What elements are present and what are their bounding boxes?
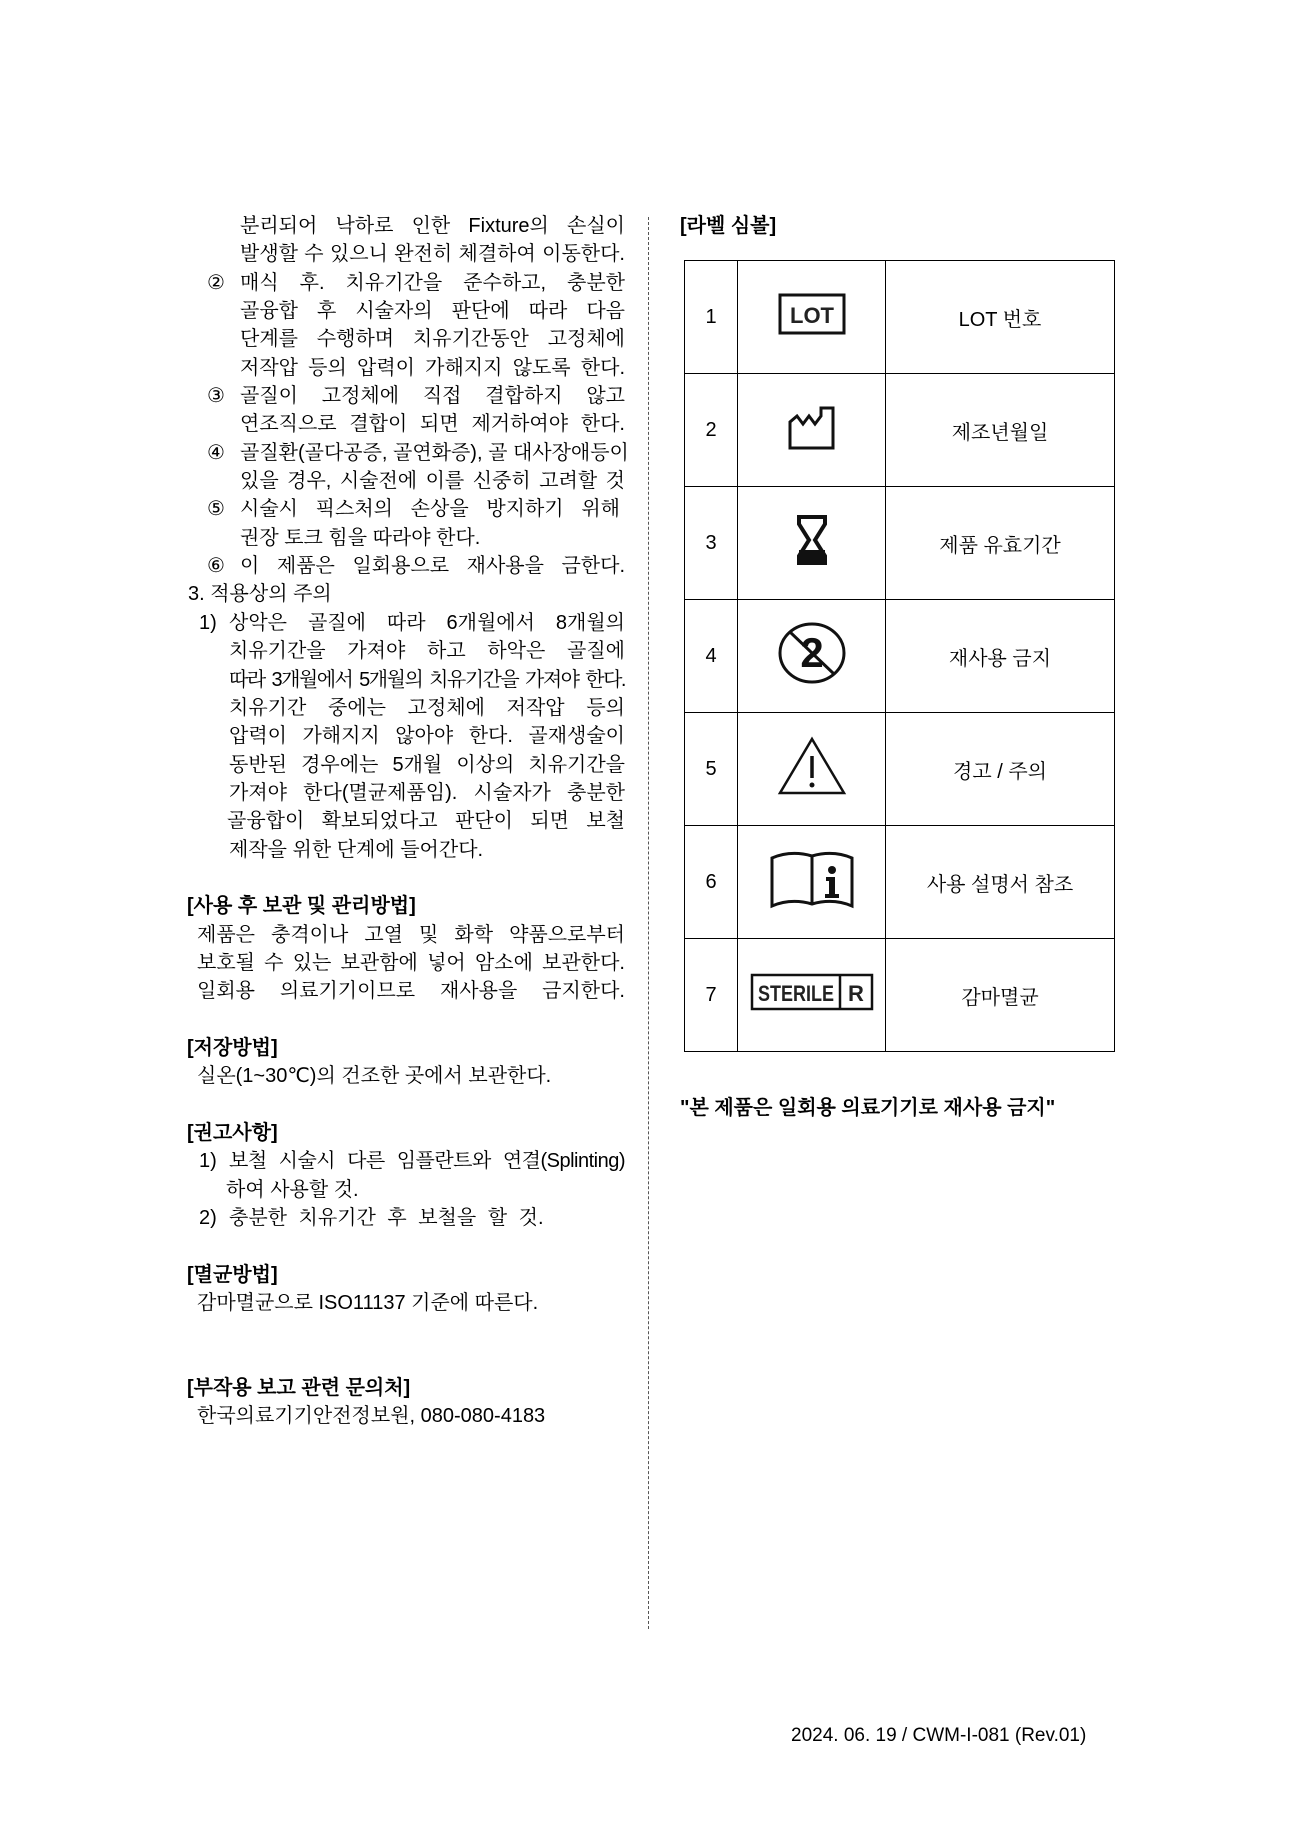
item-number: ⑥ — [207, 555, 225, 578]
list-item-2 — [0, 1204, 640, 1232]
section-heading: [저장방법] — [187, 1036, 278, 1059]
list-item-5 — [0, 495, 640, 523]
column-divider — [648, 217, 649, 1629]
section-heading: [권고사항] — [187, 1122, 278, 1144]
symbol-label: 제품 유효기간 — [886, 487, 1115, 600]
table-row — [685, 826, 1115, 939]
text-line: 시술시 픽스처의 손상을 방지하기 위해 — [240, 498, 620, 521]
text-line: 보호될 수 있는 보관함에 넣어 암소에 보관한다. — [197, 951, 625, 974]
table-row — [685, 939, 1115, 1052]
text-line: 분리되어 낙하로 인한 Fixture의 손실이 — [240, 215, 625, 237]
svg-text:LOT: LOT — [789, 303, 834, 328]
svg-text:2: 2 — [799, 629, 824, 676]
list-item-6 — [0, 552, 640, 580]
section-heading: [사용 후 보관 및 관리방법] — [187, 895, 416, 918]
text-line: 보철 시술시 다른 임플란트와 연결(Splinting) — [229, 1150, 625, 1173]
row-number: 7 — [685, 939, 738, 1052]
text-line: 매식 후. 치유기간을 준수하고, 충분한 — [240, 271, 625, 294]
symbol-label: LOT 번호 — [886, 261, 1115, 374]
text-line: 제작을 위한 단계에 들어간다. — [229, 838, 484, 861]
text-line: 실온(1~30℃)의 건조한 곳에서 보관한다. — [197, 1065, 552, 1088]
document-footer: 2024. 06. 19 / CWM-I-081 (Rev.01) — [791, 1725, 1087, 1746]
text-line: 감마멸균으로 ISO11137 기준에 따른다. — [197, 1292, 539, 1315]
factory-icon — [738, 374, 886, 487]
text-line: 연조직으로 결합이 되면 제거하여야 한다. — [240, 413, 625, 436]
section-heading: [멸균방법] — [187, 1263, 278, 1286]
list-item-4 — [0, 439, 640, 467]
text-line: 단계를 수행하며 치유기간동안 고정체에 — [240, 328, 625, 351]
row-number: 5 — [685, 713, 738, 826]
row-number: 2 — [685, 374, 738, 487]
text-line: 동반된 경우에는 5개월 이상의 치유기간을 — [229, 753, 625, 776]
text-line: 발생할 수 있으니 완전히 체결하여 이동한다. — [240, 243, 625, 266]
text-line: 치유기간 중에는 고정체에 저작압 등의 — [229, 696, 625, 719]
do-not-reuse-icon — [738, 600, 886, 713]
row-number: 4 — [685, 600, 738, 713]
text-line: 가져야 한다(멸균제품임). 시술자가 충분한 — [229, 781, 625, 804]
text-line: 치유기간을 가져야 하고 하악은 골질에 — [229, 640, 625, 663]
text-line: 저작압 등의 압력이 가해지지 않도록 한다. — [240, 356, 625, 379]
row-number: 6 — [685, 826, 738, 939]
list-item-3 — [0, 382, 640, 410]
symbol-label: 경고 / 주의 — [886, 713, 1115, 826]
lot-icon — [738, 261, 886, 374]
text-line: 일회용 의료기기이므로 재사용을 금지한다. — [197, 980, 625, 1003]
item-number: ② — [207, 271, 225, 294]
item-number: 2) — [199, 1207, 217, 1230]
list-item-1 — [0, 1147, 640, 1175]
text-line: 한국의료기기안전정보원, 080-080-4183 — [197, 1405, 546, 1428]
item-number: ③ — [207, 385, 225, 408]
text-line: 골질환(골다공증, 골연화증), 골 대사장애등이 — [240, 441, 629, 464]
text-line: 제품은 충격이나 고열 및 화학 약품으로부터 — [197, 923, 625, 946]
svg-text:STERILE: STERILE — [757, 981, 834, 1006]
left-column — [0, 212, 640, 1431]
sterile-r-icon — [738, 939, 886, 1052]
item-number: ⑤ — [207, 498, 225, 521]
table-row — [685, 374, 1115, 487]
text-line: 골융합이 확보되었다고 판단이 되면 보철 — [227, 810, 625, 833]
single-use-notice: "본 제품은 일회용 의료기기로 재사용 금지" — [680, 1097, 1056, 1119]
table-row — [685, 487, 1115, 600]
item-number: 1) — [199, 1150, 217, 1173]
text-line: 충분한 치유기간 후 보철을 할 것. — [229, 1207, 544, 1230]
table-row — [685, 600, 1115, 713]
text-line: 골질이 고정체에 직접 결합하지 않고 — [240, 385, 625, 408]
hourglass-icon — [738, 487, 886, 600]
section-title: 3. 적용상의 주의 — [188, 583, 332, 606]
section-heading: [라벨 심볼] — [680, 215, 777, 237]
list-item-1 — [0, 609, 640, 637]
text-line: 있을 경우, 시술전에 이를 신중히 고려할 것 — [240, 470, 625, 493]
row-number: 1 — [685, 261, 738, 374]
text-line: 상악은 골질에 따라 6개월에서 8개월의 — [229, 611, 625, 634]
item-number: 1) — [199, 611, 217, 634]
text-line: 골융합 후 시술자의 판단에 따라 다음 — [240, 300, 625, 323]
symbol-label: 사용 설명서 참조 — [886, 826, 1115, 939]
text-line: 권장 토크 힘을 따라야 한다. — [240, 526, 481, 549]
symbol-label: 제조년월일 — [886, 374, 1115, 487]
section-heading: [부작용 보고 관련 문의처] — [187, 1377, 411, 1400]
instructions-icon — [738, 826, 886, 939]
table-row — [685, 261, 1115, 374]
label-symbol-table — [684, 260, 1115, 1052]
table-row — [685, 713, 1115, 826]
text-line: 압력이 가해지지 않아야 한다. 골재생술이 — [229, 725, 625, 748]
warning-icon — [738, 713, 886, 826]
svg-text:R: R — [847, 981, 864, 1006]
symbol-label: 재사용 금지 — [886, 600, 1115, 713]
text-line: 이 제품은 일회용으로 재사용을 금한다. — [240, 555, 625, 578]
symbol-label: 감마멸균 — [886, 939, 1115, 1052]
text-line: 하여 사용할 것. — [226, 1178, 359, 1201]
row-number: 3 — [685, 487, 738, 600]
item-number: ④ — [207, 441, 225, 464]
text-line: 따라 3개월에서 5개월의 치유기간을 가져야 한다. — [229, 668, 625, 691]
list-item-2 — [0, 269, 640, 297]
